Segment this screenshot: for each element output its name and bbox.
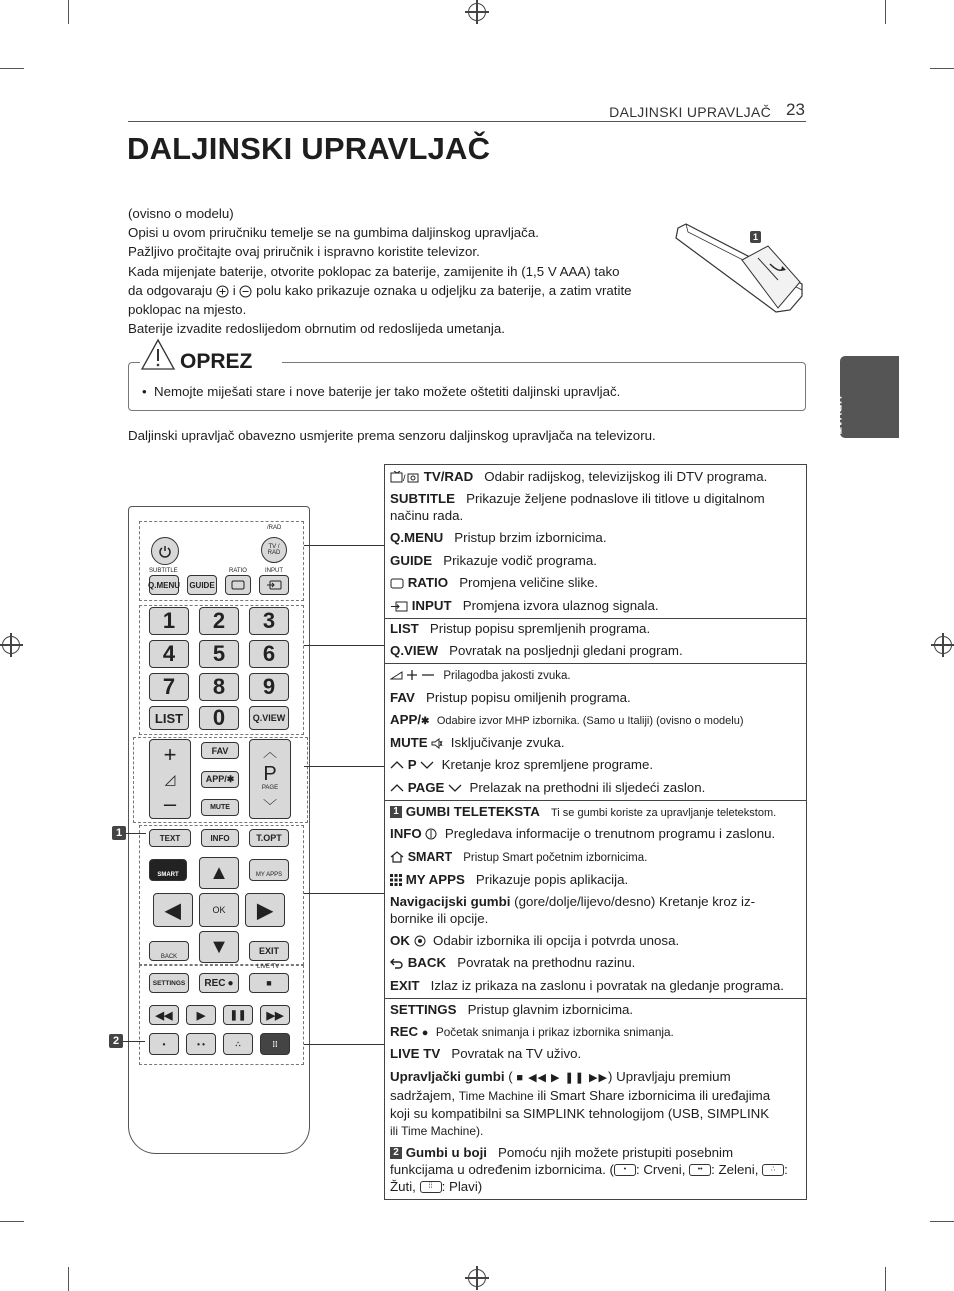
red-button[interactable]: • — [149, 1033, 179, 1055]
legend-input: INPUT Promjena izvora ulaznog signala. — [390, 597, 804, 614]
program-rocker[interactable]: ︿ P PAGE ﹀ — [249, 739, 291, 819]
legend-back: BACK Povratak na prethodnu razinu. — [390, 954, 804, 971]
legend-volume: Prilagodba jakosti zvuka. — [390, 666, 804, 685]
mute-icon — [431, 738, 443, 749]
leader-line — [304, 545, 384, 546]
chevron-up-icon — [390, 760, 404, 770]
digit-2-button[interactable]: 2 — [199, 607, 239, 635]
registration-mark-icon — [468, 1269, 486, 1287]
running-header: DALJINSKI UPRAVLJAČ — [609, 104, 771, 120]
exit-button[interactable]: EXIT — [249, 941, 289, 961]
back-arrow-icon — [390, 957, 404, 969]
legend-info: INFO Pregledava informacije o trenutnom programu i zaslonu. — [390, 826, 776, 841]
info-button[interactable]: INFO — [201, 829, 239, 847]
qview-button[interactable]: Q.VIEW — [249, 706, 289, 730]
legend-myapps: MY APPS Prikazuje popis aplikacija. — [390, 871, 804, 888]
fast-forward-button[interactable]: ▶▶ — [260, 1005, 290, 1025]
tv-radio-icon — [390, 471, 420, 483]
back-button[interactable]: BACK — [149, 941, 189, 961]
chevron-down-icon — [448, 783, 462, 793]
play-button[interactable]: ▶ — [186, 1005, 216, 1025]
my-apps-button[interactable]: MY APPS — [249, 859, 289, 881]
input-button[interactable] — [259, 575, 289, 595]
power-button[interactable] — [151, 537, 179, 565]
rec-button[interactable]: REC ● — [199, 973, 239, 993]
remote-control — [128, 506, 310, 1154]
legend-exit: EXIT Izlaz iz prikaza na zaslonu i povratak na gledanje programa. — [390, 978, 784, 993]
yellow-key-icon: ∴ — [762, 1164, 784, 1176]
callout-badge-2: 2 — [109, 1034, 123, 1048]
live-tv-label: LIVE TV — [257, 964, 280, 970]
legend-rec: REC ● Početak snimanja i prikaz izbornika snimanja. — [390, 1024, 674, 1039]
language-tab: HRVATSKI — [840, 356, 899, 438]
smart-button[interactable]: SMART — [149, 859, 187, 881]
ratio-icon — [231, 580, 245, 590]
leader-line — [304, 1044, 384, 1045]
home-icon — [390, 851, 404, 863]
nav-left-button[interactable]: ◀ — [153, 893, 193, 927]
legend-ok: OK Odabir izbornika ili opcija i potvrda unosa. — [390, 933, 680, 948]
legend-settings: SETTINGS Pristup glavnim izbornicima. — [390, 1002, 634, 1017]
crop-mark — [885, 1267, 886, 1291]
volume-icon — [390, 669, 436, 681]
text-button[interactable]: TEXT — [149, 829, 191, 847]
settings-button[interactable]: SETTINGS — [149, 973, 189, 993]
section-divider — [385, 663, 806, 664]
callout-badge-1: 1 — [112, 826, 126, 840]
blue-key-icon: ⁞⁞ — [420, 1181, 442, 1193]
pause-button[interactable]: ❚❚ — [223, 1005, 253, 1025]
legend-tvrad: / TV/RAD Odabir radijskog, televizijskog ili DTV programa. — [390, 468, 804, 485]
fav-button[interactable]: FAV — [201, 742, 239, 759]
svg-text:/: / — [403, 473, 406, 484]
legend-program: P Kretanje kroz spremljene programe. — [390, 756, 804, 773]
app-button[interactable]: APP/✱ — [201, 771, 239, 788]
crop-mark — [885, 0, 886, 24]
digit-5-button[interactable]: 5 — [199, 640, 239, 668]
legend-subtitle: SUBTITLE Prikazuje željene podnaslove ili titlove u digitalnom načinu rada. — [390, 491, 765, 523]
nav-down-button[interactable]: ▼ — [199, 931, 239, 963]
crop-mark — [0, 68, 24, 69]
ratio-label: RATIO — [229, 568, 247, 574]
legend-teletext: 1 GUMBI TELETEKSTA Ti se gumbi koriste za upravljanje teletekstom. — [390, 803, 804, 822]
warning-icon — [140, 338, 176, 371]
caution-title: OPREZ — [180, 350, 253, 373]
topt-button[interactable]: T.OPT — [249, 829, 289, 847]
digit-3-button[interactable]: 3 — [249, 607, 289, 635]
mute-button[interactable]: MUTE — [201, 799, 239, 816]
legend-list: LIST Pristup popisu spremljenih programa. — [390, 621, 651, 636]
guide-button[interactable]: GUIDE — [187, 575, 217, 595]
page-title: DALJINSKI UPRAVLJAČ — [127, 131, 491, 166]
registration-mark-icon — [468, 3, 486, 21]
section-divider — [385, 998, 806, 999]
yellow-button[interactable]: ∴ — [223, 1033, 253, 1055]
crop-mark — [68, 0, 69, 24]
ok-icon — [414, 935, 426, 947]
legend-qview: Q.VIEW Povratak na posljednji gledani program. — [390, 643, 683, 658]
leader-line — [304, 766, 384, 767]
subtitle-label: SUBTITLE — [149, 568, 178, 574]
rewind-button[interactable]: ◀◀ — [149, 1005, 179, 1025]
legend-color-buttons: 2 Gumbi u boji Pomoću njih možete pristupiti posebnim funkcijama u određenim izbornicima. ( • : Crveni, •• : Zeleni, ∴ : Žuti, ⁞⁞ : Plavi) — [390, 1145, 788, 1194]
legend-control-buttons: Upravljački gumbi ( ■ ◀◀ ▶ ❚❚ ▶▶) Upravljaju premium sadržajem, Time Machine ili Smart Share izbornicima ili uređajima koji su kompatibilni sa SIMPLINK tehnologijom (USB, SIMPLINK ili Time Machine). — [390, 1069, 771, 1138]
tv-rad-button[interactable]: TV / RAD — [261, 537, 287, 563]
leader-line — [126, 833, 146, 834]
input-label: INPUT — [265, 568, 283, 574]
caution-text: • Nemojte miješati stare i nove baterije jer tako možete oštetiti daljinski upravljač. — [142, 384, 621, 399]
ratio-icon — [390, 578, 404, 589]
blue-button[interactable]: ⁞⁞ — [260, 1033, 290, 1055]
ok-button[interactable]: OK — [199, 893, 239, 927]
digit-8-button[interactable]: 8 — [199, 673, 239, 701]
step-badge: 1 — [750, 231, 761, 243]
leader-line — [304, 893, 384, 894]
input-icon — [266, 580, 282, 590]
legend-guide: GUIDE Prikazuje vodič programa. — [390, 553, 597, 568]
digit-7-button[interactable]: 7 — [149, 673, 189, 701]
leader-line — [304, 645, 384, 646]
apps-grid-icon — [390, 874, 402, 886]
plus-pole-icon — [216, 285, 229, 298]
nav-right-button[interactable]: ▶ — [245, 893, 285, 927]
input-icon — [390, 601, 408, 612]
legend-mute: MUTE Isključivanje zvuka. — [390, 735, 565, 750]
digit-6-button[interactable]: 6 — [249, 640, 289, 668]
green-key-icon: •• — [689, 1164, 711, 1176]
legend-fav: FAV Pristup popisu omiljenih programa. — [390, 690, 631, 705]
green-button[interactable]: • • — [186, 1033, 216, 1055]
digit-9-button[interactable]: 9 — [249, 673, 289, 701]
button-legend-table — [384, 464, 807, 1200]
legend-navigation: Navigacijski gumbi (gore/dolje/lijevo/desno) Kretanje kroz iz- bornike ili opcije. — [390, 894, 756, 926]
intro-text: (ovisno o modelu) Opisi u ovom priručniku temelje se na gumbima daljinskog upravljača. Pažljivo pročitajte ovaj priručnik i ispravno koristite televizor. Kada mijenjate baterije, otvorite poklopac za baterije, zamijenite ih (1,5 V AAA) tako da odgovaraju i polu kako prikazuje oznaka u odjeljku za baterije, a zatim vratite poklopac na mjesto. Baterije izvadite redoslijedom obrnutim od redoslijeda umetanja. — [128, 206, 632, 337]
chevron-down-icon — [420, 760, 434, 770]
battery-cover-illustration — [672, 222, 808, 318]
header-rule — [128, 121, 806, 122]
legend-qmenu: Q.MENU Pristup brzim izbornicima. — [390, 530, 607, 545]
legend-smart: SMART Pristup Smart početnim izbornicima. — [390, 848, 804, 867]
stop-button[interactable]: ■ — [249, 973, 289, 993]
legend-page: PAGE Prelazak na prethodni ili sljedeći zaslon. — [390, 779, 804, 796]
crop-mark — [0, 1221, 24, 1222]
digit-0-button[interactable]: 0 — [199, 706, 239, 730]
chevron-up-icon — [390, 783, 404, 793]
page-number: 23 — [786, 100, 805, 119]
red-key-icon: • — [614, 1164, 636, 1176]
minus-pole-icon — [239, 285, 252, 298]
tvrad-top-label: /RAD — [267, 525, 282, 531]
crop-mark — [68, 1267, 69, 1291]
section-divider — [385, 618, 806, 619]
legend-ratio: RATIO Promjena veličine slike. — [390, 574, 804, 591]
crop-mark — [930, 68, 954, 69]
qmenu-button[interactable]: Q.MENU — [149, 575, 179, 595]
crop-mark — [930, 1221, 954, 1222]
digit-1-button[interactable]: 1 — [149, 607, 189, 635]
nav-up-button[interactable]: ▲ — [199, 857, 239, 889]
ratio-button[interactable] — [225, 575, 251, 595]
registration-mark-icon — [934, 636, 952, 654]
info-icon — [425, 828, 437, 840]
digit-4-button[interactable]: 4 — [149, 640, 189, 668]
section-divider — [385, 800, 806, 801]
leader-line — [123, 1041, 145, 1042]
list-button[interactable]: LIST — [149, 706, 189, 730]
registration-mark-icon — [2, 636, 20, 654]
legend-app: APP/✱ Odabire izvor MHP izbornika. (Samo u Italiji) (ovisno o modelu) — [390, 712, 744, 727]
pointing-instruction: Daljinski upravljač obavezno usmjerite prema senzoru daljinskog upravljača na televizoru. — [128, 428, 656, 443]
legend-livetv: LIVE TV Povratak na TV uživo. — [390, 1046, 582, 1061]
volume-rocker[interactable]: + ◿ – — [149, 739, 191, 819]
